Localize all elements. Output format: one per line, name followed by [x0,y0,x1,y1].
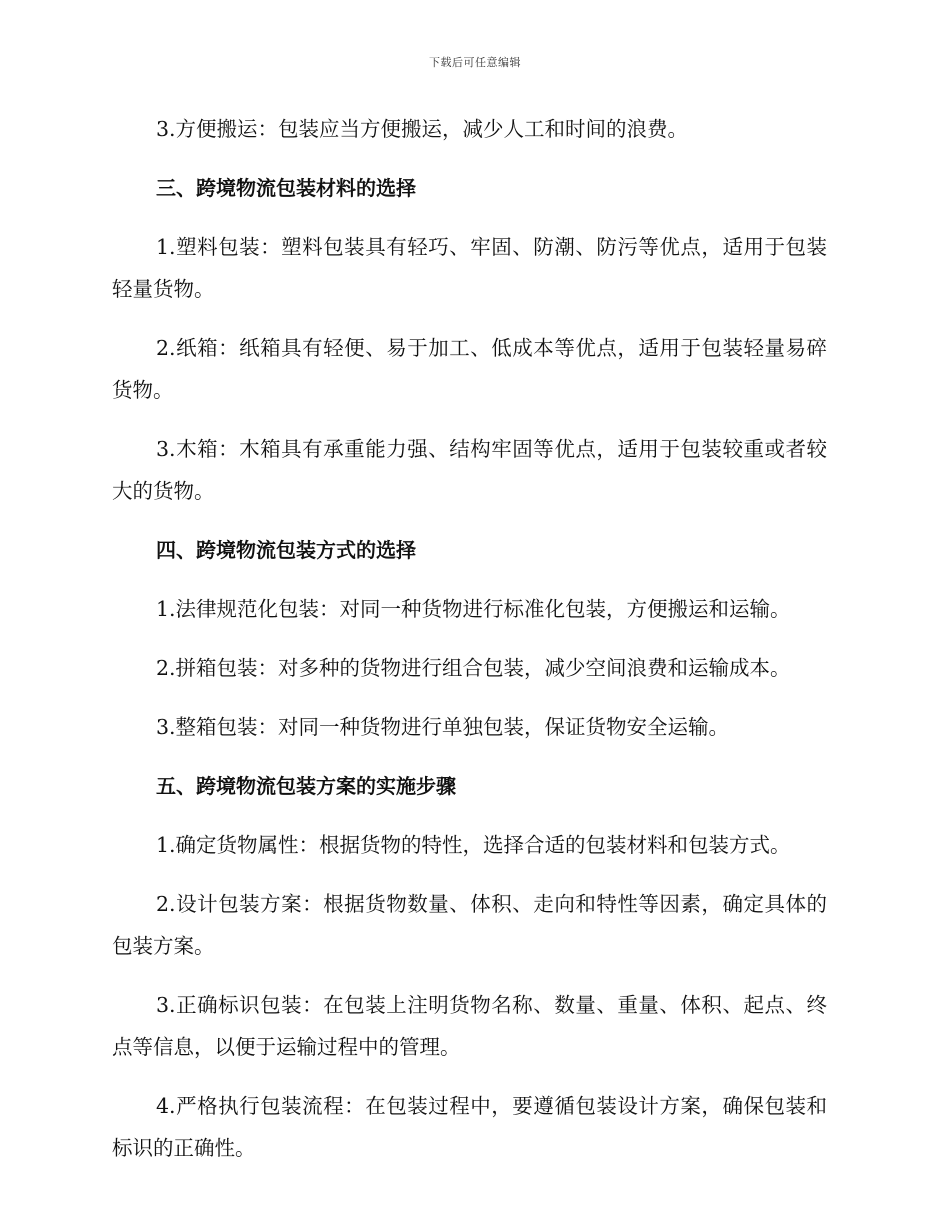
paragraph: 3.整箱包装：对同一种货物进行单独包装，保证货物安全运输。 [156,715,730,739]
section-heading: 五、跨境物流包装方案的实施步骤 [156,774,456,798]
paragraph: 4.严格执行包装流程：在包装过程中，要遵循包装设计方案，确保包装和标识的正确性。 [112,1094,827,1160]
paragraph: 3.正确标识包装：在包装上注明货物名称、数量、重量、体积、起点、终点等信息，以便于运输过程中的管理。 [112,993,827,1059]
paragraph: 1.塑料包装：塑料包装具有轻巧、牢固、防潮、防污等优点，适用于包装轻量货物。 [112,235,827,301]
section-heading: 三、跨境物流包装材料的选择 [156,176,416,200]
paragraph: 1.法律规范化包装：对同一种货物进行标准化包装，方便搬运和运输。 [156,597,791,621]
paragraph: 2.纸箱：纸箱具有轻便、易于加工、低成本等优点，适用于包装轻量易碎货物。 [112,336,827,402]
paragraph: 2.拼箱包装：对多种的货物进行组合包装，减少空间浪费和运输成本。 [156,656,791,680]
paragraph: 3.木箱：木箱具有承重能力强、结构牢固等优点，适用于包装较重或者较大的货物。 [112,437,827,503]
paragraph: 2.设计包装方案：根据货物数量、体积、走向和特性等因素，确定具体的包装方案。 [112,892,827,958]
paragraph: 1.确定货物属性：根据货物的特性，选择合适的包装材料和包装方式。 [156,833,791,857]
document-body [112,108,827,1186]
paragraph: 3.方便搬运：包装应当方便搬运，减少人工和时间的浪费。 [156,117,689,141]
section-heading: 四、跨境物流包装方式的选择 [156,538,416,562]
page-header: 下载后可任意编辑 [429,56,521,69]
